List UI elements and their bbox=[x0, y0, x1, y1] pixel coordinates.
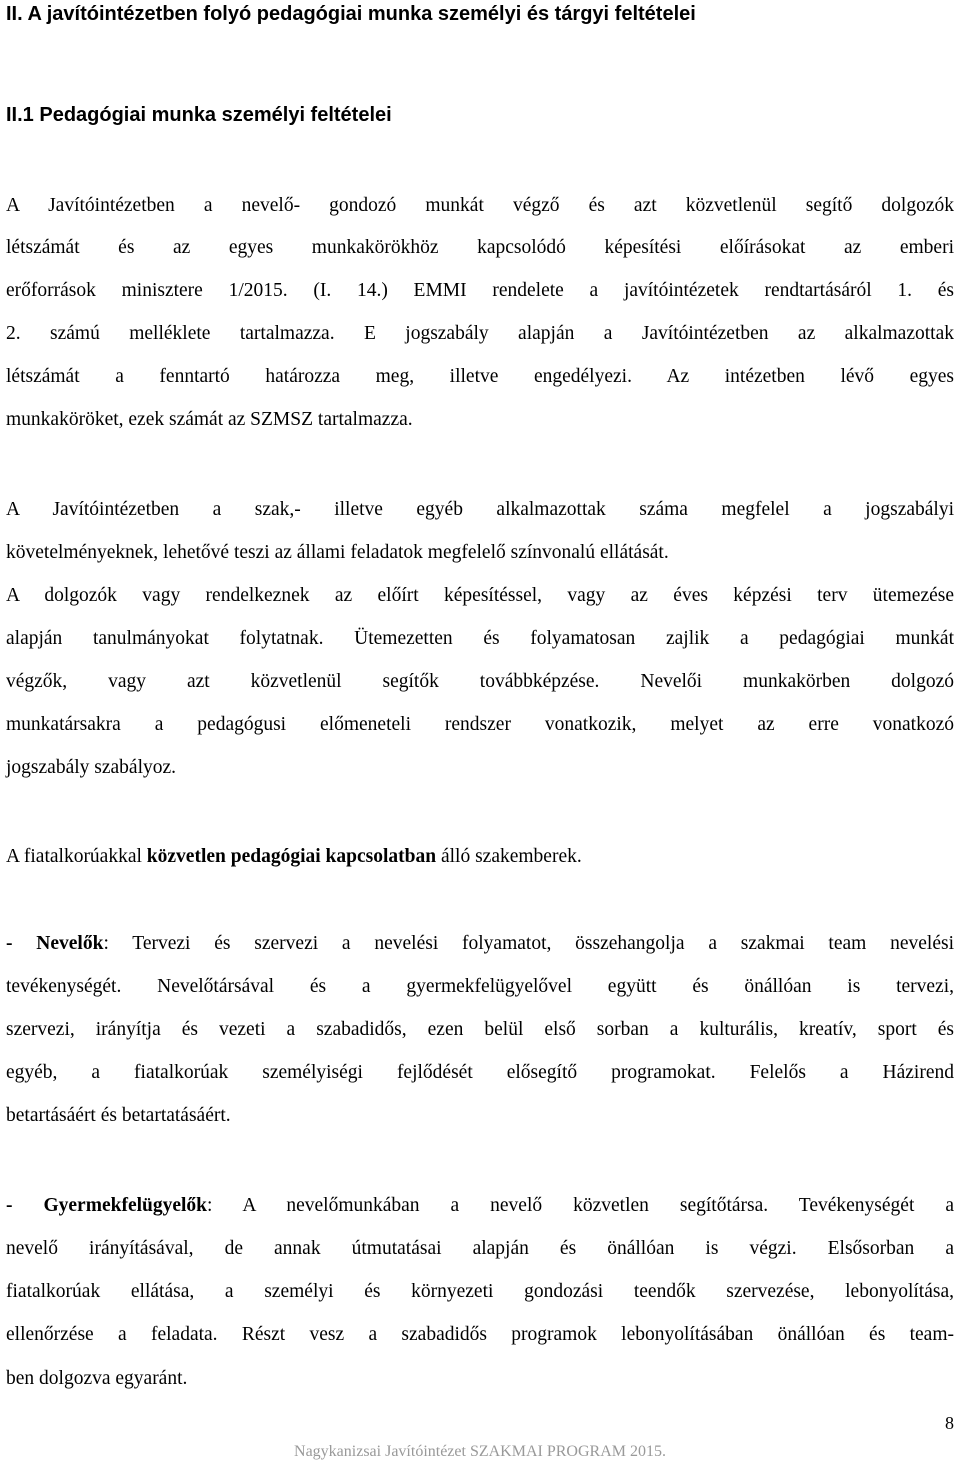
text-run: : A nevelőmunkában a nevelő közvetlen segítőtársa. Tevékenységét a bbox=[207, 1195, 954, 1216]
paragraph-line bbox=[6, 931, 954, 957]
role-label-gyermekfelugyelok: - Gyermekfelügyelők bbox=[6, 1195, 208, 1216]
role-label-nevelok: - Nevelők bbox=[6, 933, 104, 954]
paragraph-line: nevelő irányításával, de annak útmutatásai alapján és önállóan is végzi. Elsősorban a bbox=[6, 1238, 954, 1259]
paragraph-line: tevékenységét. Nevelőtársával és a gyermekfelügyelővel együtt és önállóan is tervezi, bbox=[6, 976, 954, 997]
text-run: álló szakemberek. bbox=[436, 846, 582, 867]
section-heading: II. A javítóintézetben folyó pedagógiai munka személyi és tárgyi feltételei bbox=[6, 3, 696, 25]
paragraph-line: A dolgozók vagy rendelkeznek az előírt képesítéssel, vagy az éves képzési terv ütemezése bbox=[6, 585, 954, 606]
paragraph-line: létszámát a fenntartó határozza meg, illetve engedélyezi. Az intézetben lévő egyes bbox=[6, 366, 954, 387]
paragraph-line: alapján tanulmányokat folytatnak. Ütemezetten és folyamatosan zajlik a pedagógiai munkát bbox=[6, 628, 954, 649]
paragraph-line: munkatársakra a pedagógusi előmeneteli rendszer vonatkozik, melyet az erre vonatkozó bbox=[6, 714, 954, 735]
paragraph-line: betartásáért és betartatásáért. bbox=[6, 1105, 231, 1126]
paragraph-line: ellenőrzése a feladata. Részt vesz a szabadidős programok lebonyolításában önállóan és team- bbox=[6, 1324, 954, 1345]
paragraph-line: munkaköröket, ezek számát az SZMSZ tartalmazza. bbox=[6, 409, 413, 430]
paragraph-line bbox=[6, 844, 954, 870]
paragraph-line: fiatalkorúak ellátása, a személyi és környezeti gondozási teendők szervezése, lebonyolítása, bbox=[6, 1281, 954, 1302]
paragraph-line: létszámát és az egyes munkakörökhöz kapcsolódó képesítési előírásokat az emberi bbox=[6, 237, 954, 258]
text-run: A fiatalkorúakkal bbox=[6, 846, 147, 867]
page-number: 8 bbox=[945, 1413, 954, 1433]
paragraph-line: egyéb, a fiatalkorúak személyiségi fejlődését elősegítő programokat. Felelős a Házirend bbox=[6, 1062, 954, 1083]
paragraph-line: ben dolgozva egyaránt. bbox=[6, 1368, 188, 1389]
paragraph-line: A Javítóintézetben a nevelő- gondozó munkát végző és azt közvetlenül segítő dolgozók bbox=[6, 195, 954, 216]
text-run: : Tervezi és szervezi a nevelési folyamatot, összehangolja a szakmai team nevelési bbox=[103, 933, 954, 954]
paragraph-line: végzők, vagy azt közvetlenül segítők továbbképzése. Nevelői munkakörben dolgozó bbox=[6, 671, 954, 692]
subsection-heading: II.1 Pedagógiai munka személyi feltételei bbox=[6, 104, 392, 126]
paragraph-line: követelményeknek, lehetővé teszi az állami feladatok megfelelő színvonalú ellátását. bbox=[6, 542, 669, 563]
paragraph-line: erőforrások minisztere 1/2015. (I. 14.) EMMI rendelete a javítóintézetek rendtartásáról 1. és bbox=[6, 280, 954, 301]
bold-text: közvetlen pedagógiai kapcsolatban bbox=[146, 846, 437, 867]
paragraph-line bbox=[6, 1193, 954, 1219]
paragraph-line: A Javítóintézetben a szak,- illetve egyéb alkalmazottak száma megfelel a jogszabályi bbox=[6, 499, 954, 520]
paragraph-line: 2. számú melléklete tartalmazza. E jogszabály alapján a Javítóintézetben az alkalmazottak bbox=[6, 323, 954, 344]
page-footer: Nagykanizsai Javítóintézet SZAKMAI PROGRAM 2015. bbox=[294, 1443, 666, 1460]
paragraph-line: szervezi, irányítja és vezeti a szabadidős, ezen belül első sorban a kulturális, kreatív, sport és bbox=[6, 1019, 954, 1040]
paragraph-line: jogszabály szabályoz. bbox=[6, 757, 177, 778]
